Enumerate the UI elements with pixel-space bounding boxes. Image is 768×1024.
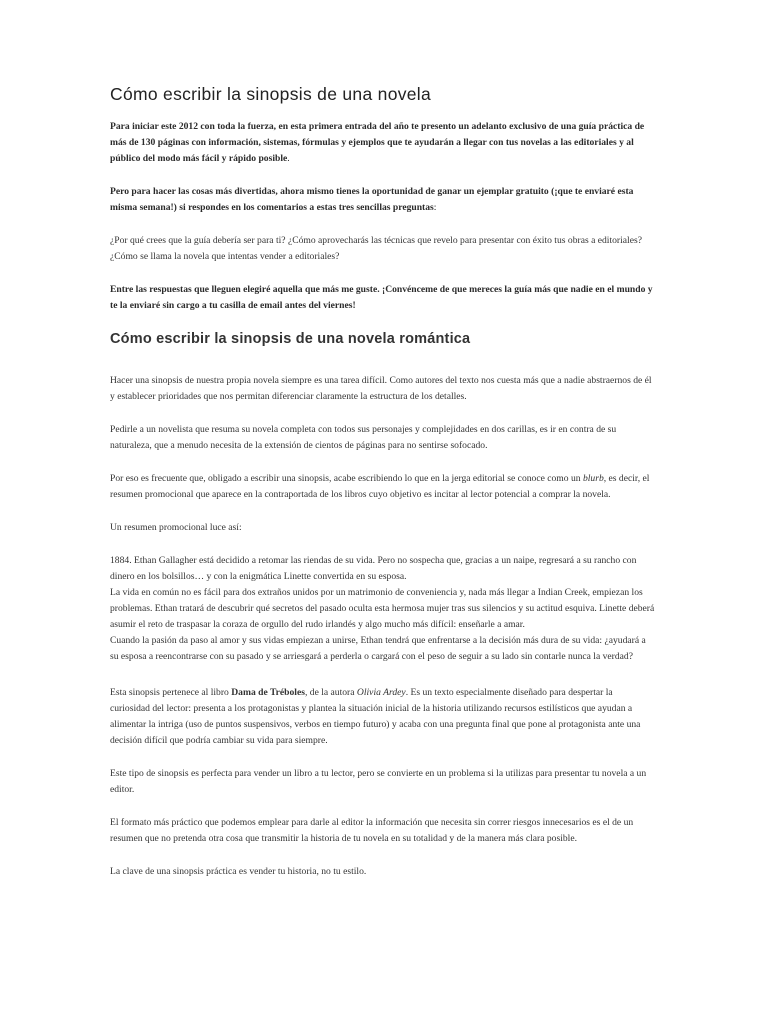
body-paragraph-3: [110, 471, 655, 503]
section-heading: Cómo escribir la sinopsis de una novela romántica: [110, 331, 471, 347]
blurb-term: blurb: [582, 473, 604, 484]
blurb-line-3: Cuando la pasión da paso al amor y sus vidas empiezan a unirse, Ethan tendrá que enfrentarse a la decisión más dura de su vida: ¿ayudará a su esposa a reencontrarse con su pasado y se arriesgará a perderla o cargará con el peso de seguir a su lado sin contarle nunca la verdad?: [110, 635, 646, 662]
body-paragraph-3-start: Por eso es frecuente que, obligado a escribir una sinopsis, acabe escribiendo lo que en la jerga editorial se conoce como un: [110, 473, 583, 484]
question-3: ¿Cómo se llama la novela que intentas vender a editoriales?: [110, 251, 340, 262]
book-title: Dama de Tréboles: [231, 687, 305, 698]
body-paragraph-7: El formato más práctico que podemos emplear para darle al editor la información que necesita sin correr riesgos innecesarios es el de un resumen que no pretenda otra cosa que transmitir la historia de tu novela en su totalidad y de la manera más clara posible.: [110, 817, 634, 844]
question-2: ¿Cómo aprovecharás las técnicas que revelo para presentar con éxito tus obras a editoriales?: [287, 235, 642, 246]
intro-paragraph-3: Entre las respuestas que lleguen elegiré aquella que más me guste. ¡Convénceme de que mereces la guía más que nadie en el mundo y te la enviaré sin cargo a tu casilla de email antes del viernes!: [110, 284, 653, 311]
article: [110, 84, 655, 897]
body-paragraph-4: Un resumen promocional luce así:: [110, 522, 242, 533]
intro-paragraph-1: [110, 119, 655, 167]
intro-paragraph-2-end: :: [433, 202, 437, 213]
intro-paragraph-1-end: .: [287, 153, 290, 164]
body-paragraph-6: Este tipo de sinopsis es perfecta para vender un libro a tu lector, pero se convierte en un problema si la utilizas para presentar tu novela a un editor.: [110, 768, 647, 795]
body-paragraph-5: [110, 685, 655, 749]
body-paragraph-5-a: Esta sinopsis pertenece al libro: [110, 687, 232, 698]
body-paragraph-1: Hacer una sinopsis de nuestra propia novela siempre es una tarea difícil. Como autores del texto nos cuesta más que a nadie abstraernos de él y establecer prioridades que nos permitan diferenciar claramente la estructura de los detalles.: [110, 375, 652, 402]
intro-paragraph-1-text: Para iniciar este 2012 con toda la fuerza, en esta primera entrada del año te presento un adelanto exclusivo de una guía práctica de más de 130 páginas con información, sistemas, fórmulas y ejemplos que te ayudarán a llegar con tus novelas a las editoriales y al público del modo más fácil y rápido posible: [110, 121, 645, 164]
question-1: ¿Por qué crees que la guía debería ser para ti?: [110, 235, 286, 246]
blurb-example: [110, 553, 655, 665]
body-paragraph-2: Pedirle a un novelista que resuma su novela completa con todos sus personajes y complejidades en dos carillas, es ir en contra de su naturaleza, que a menudo necesita de la extensión de cientos de páginas para no sentirse sofocado.: [110, 424, 617, 451]
questions-paragraph: [110, 233, 655, 265]
body-paragraph-5-c: . Es un texto especialmente diseñado para despertar la curiosidad del lector: presenta a los protagonistas y plantea la situación inicial de la historia utilizando recursos estilísticos que ayudan a alimentar la intriga (uso de puntos suspensivos, verbos en tiempo futuro) y acaba con una pregunta final que pone al protagonista ante una decisión difícil que podría cambiar su vida para siempre.: [110, 687, 641, 746]
blurb-line-2: La vida en común no es fácil para dos extraños unidos por un matrimonio de conveniencia y, nada más llegar a Indian Creek, empiezan los problemas. Ethan tratará de descubrir qué secretos del pasado oculta esta hermosa mujer tras sus silencios y su actitud esquiva. Linette deberá asumir el reto de traspasar la coraza de orgullo del rudo irlandés y algo mucho más difícil: enseñarle a amar.: [110, 587, 655, 630]
intro-paragraph-2-text: Pero para hacer las cosas más divertidas, ahora mismo tienes la oportunidad de ganar un ejemplar gratuito (¡que te enviaré esta misma semana!) si respondes en los comentarios a estas tres sencillas preguntas: [110, 186, 634, 213]
body-paragraph-5-b: , de la autora: [304, 687, 357, 698]
author-name: Olivia Ardey: [356, 687, 406, 698]
blurb-line-1: 1884. Ethan Gallagher está decidido a retomar las riendas de su vida. Pero no sospecha que, gracias a un naipe, regresará a su rancho con dinero en los bolsillos… y con la enigmática Linette convertida en su esposa.: [110, 555, 637, 582]
intro-paragraph-2: [110, 184, 655, 216]
body-paragraph-3-end: , es decir, el resumen promocional que aparece en la contraportada de los libros cuyo objetivo es incitar al lector potencial a comprar la novela.: [110, 473, 650, 500]
page-title: Cómo escribir la sinopsis de una novela: [110, 84, 432, 104]
body-paragraph-8: La clave de una sinopsis práctica es vender tu historia, no tu estilo.: [110, 866, 367, 877]
